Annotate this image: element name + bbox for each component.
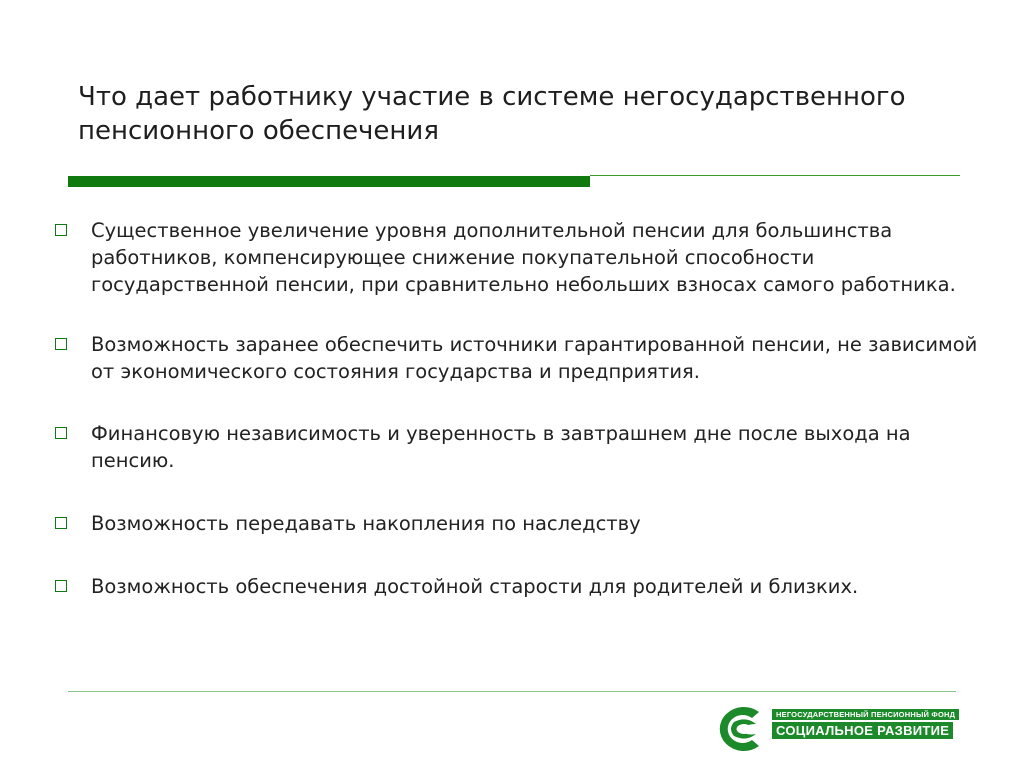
hollow-square-icon — [55, 517, 67, 529]
bullet-list — [55, 217, 985, 600]
bullet-item — [55, 510, 985, 537]
bullet-item — [55, 331, 985, 385]
bullet-text: Финансовую независимость и уверенность в завтрашнем дне после выхода на пенсию. — [91, 422, 911, 472]
bullet-text: Возможность заранее обеспечить источники гарантированной пенсии, не зависимой от экономического состояния государства и предприятия. — [91, 333, 978, 383]
title-underline-thick — [68, 176, 590, 187]
fund-logo-icon — [712, 702, 770, 756]
logo-title: СОЦИАЛЬНОЕ РАЗВИТИЕ — [772, 722, 953, 739]
bullet-item — [55, 573, 985, 600]
title-underline-thin — [590, 175, 960, 176]
bullet-item — [55, 420, 985, 474]
hollow-square-icon — [55, 338, 67, 350]
hollow-square-icon — [55, 427, 67, 439]
hollow-square-icon — [55, 224, 67, 236]
bullet-text: Существенное увеличение уровня дополнительной пенсии для большинства работников, компенсирующее снижение покупательной способности государственной пенсии, при сравнительно небольших взносах самого работника. — [91, 219, 956, 296]
fund-logo — [712, 700, 956, 758]
hollow-square-icon — [55, 580, 67, 592]
bullet-item — [55, 217, 985, 298]
slide-title: Что дает работнику участие в системе негосударственного пенсионного обеспечения — [78, 82, 906, 146]
footer-divider — [68, 691, 956, 692]
bullet-text: Возможность передавать накопления по наследству — [91, 512, 641, 535]
logo-subtitle: НЕГОСУДАРСТВЕННЫЙ ПЕНСИОННЫЙ ФОНД — [772, 709, 959, 720]
bullet-text: Возможность обеспечения достойной старости для родителей и близких. — [91, 575, 859, 598]
